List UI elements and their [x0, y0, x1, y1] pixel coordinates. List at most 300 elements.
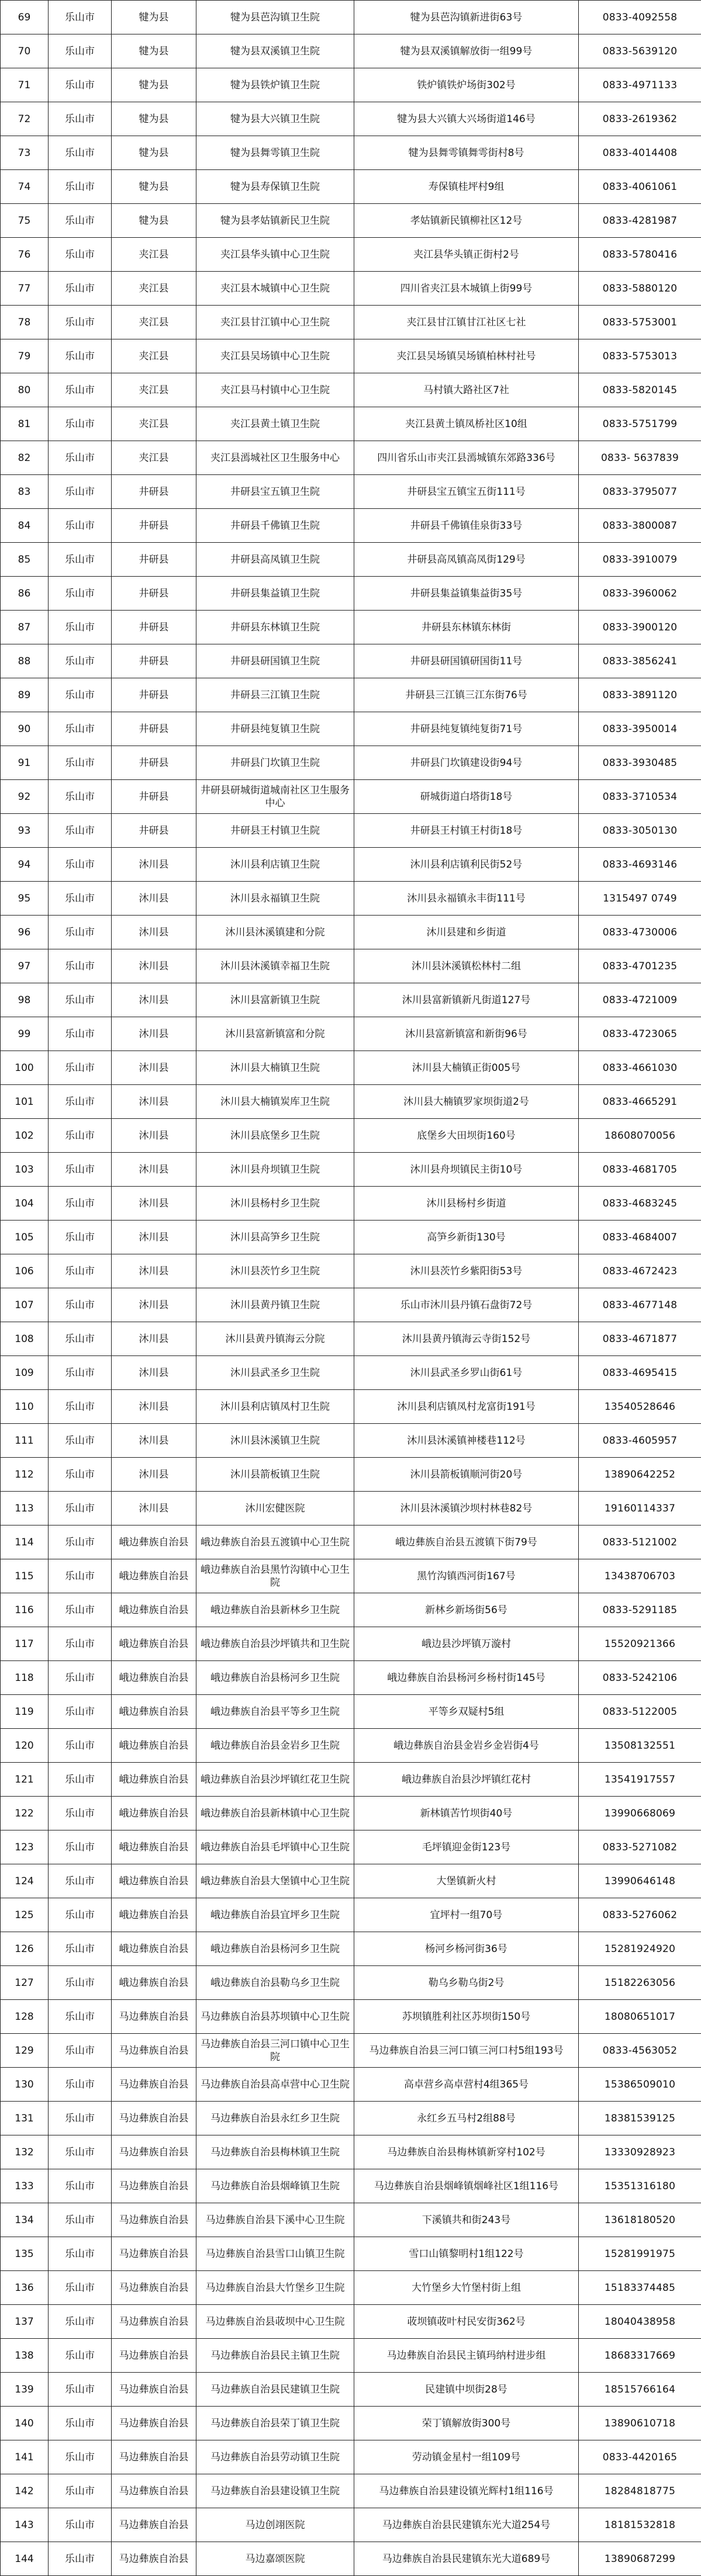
cell-hospital-name: 夹江县黄土镇卫生院 — [196, 407, 354, 441]
cell-index: 72 — [1, 102, 49, 136]
cell-county: 峨边彝族自治县 — [112, 1797, 196, 1830]
cell-address: 荣丁镇解放街300号 — [354, 2407, 579, 2440]
table-row — [1, 1085, 701, 1119]
cell-city: 乐山市 — [49, 407, 112, 441]
cell-phone: 0833-3891120 — [579, 678, 701, 712]
table-row — [1, 1356, 701, 1390]
cell-phone: 0833-2619362 — [579, 102, 701, 136]
table-row — [1, 2474, 701, 2508]
cell-address: 夹江县黄土镇凤桥社区10组 — [354, 407, 579, 441]
cell-address: 沐川县利店镇利民街52号 — [354, 848, 579, 882]
cell-phone: 0833-4683245 — [579, 1187, 701, 1221]
cell-county: 沐川县 — [112, 882, 196, 916]
cell-county: 井研县 — [112, 509, 196, 543]
cell-city: 乐山市 — [49, 1424, 112, 1458]
table-row — [1, 1424, 701, 1458]
cell-city: 乐山市 — [49, 102, 112, 136]
cell-city: 乐山市 — [49, 1, 112, 34]
cell-index: 106 — [1, 1254, 49, 1288]
cell-hospital-name: 马边彝族自治县梅林镇卫生院 — [196, 2135, 354, 2169]
cell-address: 孝姑镇新民镇柳社区12号 — [354, 204, 579, 238]
cell-hospital-name: 沐川县黄丹镇海云分院 — [196, 1322, 354, 1356]
cell-phone: 15281991975 — [579, 2237, 701, 2271]
cell-index: 125 — [1, 1898, 49, 1932]
cell-city: 乐山市 — [49, 1797, 112, 1830]
cell-county: 马边彝族自治县 — [112, 2203, 196, 2237]
table-row — [1, 509, 701, 543]
table-row — [1, 238, 701, 272]
cell-county: 夹江县 — [112, 272, 196, 306]
cell-city: 乐山市 — [49, 678, 112, 712]
cell-hospital-name: 峨边彝族自治县杨河乡卫生院 — [196, 1932, 354, 1966]
cell-phone: 0833-5291185 — [579, 1593, 701, 1627]
table-row — [1, 882, 701, 916]
cell-county: 夹江县 — [112, 441, 196, 475]
cell-phone: 0833-3795077 — [579, 475, 701, 509]
cell-address: 马边彝族自治县民建镇东光大道689号 — [354, 2542, 579, 2576]
cell-hospital-name: 井研县研城街道城南社区卫生服务中心 — [196, 780, 354, 814]
cell-city: 乐山市 — [49, 2407, 112, 2440]
cell-index: 117 — [1, 1627, 49, 1661]
cell-address: 井研县集益镇集益街35号 — [354, 577, 579, 611]
table-row — [1, 2237, 701, 2271]
table-row — [1, 1187, 701, 1221]
cell-phone: 1315497 0749 — [579, 882, 701, 916]
cell-index: 133 — [1, 2169, 49, 2203]
cell-city: 乐山市 — [49, 1932, 112, 1966]
cell-hospital-name: 井研县千佛镇卫生院 — [196, 509, 354, 543]
cell-hospital-name: 沐川县箭板镇卫生院 — [196, 1458, 354, 1492]
cell-city: 乐山市 — [49, 373, 112, 407]
cell-hospital-name: 马边彝族自治县劳动镇卫生院 — [196, 2440, 354, 2474]
cell-address: 峨边彝族自治县沙坪镇红花村 — [354, 1763, 579, 1797]
cell-index: 114 — [1, 1526, 49, 1559]
cell-hospital-name: 沐川县底堡乡卫生院 — [196, 1119, 354, 1153]
cell-hospital-name: 沐川县高笋乡卫生院 — [196, 1221, 354, 1254]
cell-hospital-name: 马边彝族自治县永红乡卫生院 — [196, 2102, 354, 2135]
cell-hospital-name: 峨边彝族自治县五渡镇中心卫生院 — [196, 1526, 354, 1559]
cell-phone: 13618180520 — [579, 2203, 701, 2237]
cell-address: 夹江县甘江镇甘江社区七社 — [354, 306, 579, 339]
cell-index: 142 — [1, 2474, 49, 2508]
cell-hospital-name: 犍为县寿保镇卫生院 — [196, 170, 354, 204]
cell-city: 乐山市 — [49, 2440, 112, 2474]
table-row — [1, 1763, 701, 1797]
table-row — [1, 1458, 701, 1492]
cell-phone: 18608070056 — [579, 1119, 701, 1153]
cell-county: 马边彝族自治县 — [112, 2237, 196, 2271]
cell-address: 荍坝镇荍叶村民安街362号 — [354, 2305, 579, 2339]
table-row — [1, 543, 701, 577]
table-row — [1, 1966, 701, 2000]
cell-index: 71 — [1, 68, 49, 102]
cell-city: 乐山市 — [49, 848, 112, 882]
cell-index: 118 — [1, 1661, 49, 1695]
table-row — [1, 102, 701, 136]
cell-phone: 0833-5276062 — [579, 1898, 701, 1932]
cell-city: 乐山市 — [49, 2068, 112, 2102]
cell-city: 乐山市 — [49, 1322, 112, 1356]
cell-index: 124 — [1, 1864, 49, 1898]
cell-phone: 0833-4665291 — [579, 1085, 701, 1119]
cell-index: 138 — [1, 2339, 49, 2373]
table-row — [1, 1593, 701, 1627]
cell-county: 马边彝族自治县 — [112, 2508, 196, 2542]
cell-index: 141 — [1, 2440, 49, 2474]
cell-address: 犍为县大兴镇大兴场街道146号 — [354, 102, 579, 136]
cell-index: 122 — [1, 1797, 49, 1830]
table-row — [1, 814, 701, 848]
cell-phone: 13890642252 — [579, 1458, 701, 1492]
cell-index: 126 — [1, 1932, 49, 1966]
cell-address: 马边彝族自治县梅林镇新穿村102号 — [354, 2135, 579, 2169]
cell-county: 峨边彝族自治县 — [112, 1526, 196, 1559]
cell-address: 夹江县华头镇正街村2号 — [354, 238, 579, 272]
cell-phone: 0833-5271082 — [579, 1830, 701, 1864]
table-row — [1, 339, 701, 373]
cell-county: 沐川县 — [112, 848, 196, 882]
cell-address: 下溪镇共和街243号 — [354, 2203, 579, 2237]
cell-index: 84 — [1, 509, 49, 543]
cell-phone: 0833-5639120 — [579, 34, 701, 68]
cell-city: 乐山市 — [49, 780, 112, 814]
cell-index: 136 — [1, 2271, 49, 2305]
cell-index: 134 — [1, 2203, 49, 2237]
cell-hospital-name: 峨边彝族自治县大堡镇中心卫生院 — [196, 1864, 354, 1898]
cell-county: 沐川县 — [112, 1017, 196, 1051]
cell-index: 69 — [1, 1, 49, 34]
table-row — [1, 407, 701, 441]
cell-address: 高笋乡新街130号 — [354, 1221, 579, 1254]
cell-county: 沐川县 — [112, 1356, 196, 1390]
cell-county: 井研县 — [112, 678, 196, 712]
cell-address: 峨边彝族自治县五渡镇下街79号 — [354, 1526, 579, 1559]
table-row — [1, 34, 701, 68]
cell-hospital-name: 井研县东林镇卫生院 — [196, 611, 354, 644]
table-row — [1, 678, 701, 712]
cell-county: 夹江县 — [112, 306, 196, 339]
table-row — [1, 1526, 701, 1559]
cell-city: 乐山市 — [49, 2508, 112, 2542]
cell-phone: 13330928923 — [579, 2135, 701, 2169]
cell-phone: 0833-4420165 — [579, 2440, 701, 2474]
cell-hospital-name: 马边彝族自治县苏坝镇中心卫生院 — [196, 2000, 354, 2034]
cell-hospital-name: 马边彝族自治县民主镇卫生院 — [196, 2339, 354, 2373]
cell-phone: 0833-4281987 — [579, 204, 701, 238]
table-row — [1, 2305, 701, 2339]
cell-phone: 0833-4661030 — [579, 1051, 701, 1085]
cell-index: 97 — [1, 949, 49, 983]
cell-index: 78 — [1, 306, 49, 339]
cell-county: 马边彝族自治县 — [112, 2407, 196, 2440]
table-row — [1, 983, 701, 1017]
cell-county: 马边彝族自治县 — [112, 2542, 196, 2576]
cell-city: 乐山市 — [49, 1221, 112, 1254]
cell-hospital-name: 犍为县舞雩镇卫生院 — [196, 136, 354, 170]
table-row — [1, 712, 701, 746]
cell-city: 乐山市 — [49, 1051, 112, 1085]
cell-hospital-name: 犍为县孝姑镇新民卫生院 — [196, 204, 354, 238]
cell-city: 乐山市 — [49, 1085, 112, 1119]
cell-address: 大竹堡乡大竹堡村街上组 — [354, 2271, 579, 2305]
cell-address: 寿保镇桂坪村9组 — [354, 170, 579, 204]
table-row — [1, 1661, 701, 1695]
cell-address: 沐川县武圣乡罗山街61号 — [354, 1356, 579, 1390]
cell-hospital-name: 峨边彝族自治县杨河乡卫生院 — [196, 1661, 354, 1695]
cell-address: 井研县千佛镇佳泉街33号 — [354, 509, 579, 543]
table-row — [1, 2203, 701, 2237]
cell-index: 127 — [1, 1966, 49, 2000]
cell-address: 犍为县芭沟镇新进街63号 — [354, 1, 579, 34]
cell-city: 乐山市 — [49, 1661, 112, 1695]
cell-hospital-name: 马边彝族自治县三河口镇中心卫生院 — [196, 2034, 354, 2068]
cell-city: 乐山市 — [49, 2271, 112, 2305]
table-row — [1, 2339, 701, 2373]
table-row — [1, 1864, 701, 1898]
cell-city: 乐山市 — [49, 543, 112, 577]
cell-hospital-name: 井研县门坎镇卫生院 — [196, 746, 354, 780]
table-row — [1, 441, 701, 475]
table-row — [1, 1322, 701, 1356]
cell-index: 107 — [1, 1288, 49, 1322]
cell-hospital-name: 马边彝族自治县建设镇卫生院 — [196, 2474, 354, 2508]
cell-phone: 15386509010 — [579, 2068, 701, 2102]
cell-index: 129 — [1, 2034, 49, 2068]
cell-county: 峨边彝族自治县 — [112, 1830, 196, 1864]
cell-phone: 0833-4721009 — [579, 983, 701, 1017]
cell-county: 井研县 — [112, 780, 196, 814]
cell-county: 峨边彝族自治县 — [112, 1729, 196, 1763]
cell-hospital-name: 马边彝族自治县烟峰镇卫生院 — [196, 2169, 354, 2203]
cell-phone: 0833-4701235 — [579, 949, 701, 983]
table-row — [1, 2542, 701, 2576]
cell-hospital-name: 峨边彝族自治县毛坪镇中心卫生院 — [196, 1830, 354, 1864]
cell-address: 沐川县富新镇新凡街道127号 — [354, 983, 579, 1017]
cell-address: 犍为县双溪镇解放街一组99号 — [354, 34, 579, 68]
table-row — [1, 2508, 701, 2542]
cell-index: 144 — [1, 2542, 49, 2576]
cell-county: 马边彝族自治县 — [112, 2000, 196, 2034]
cell-county: 马边彝族自治县 — [112, 2305, 196, 2339]
cell-hospital-name: 井研县纯复镇卫生院 — [196, 712, 354, 746]
table-row — [1, 1119, 701, 1153]
cell-county: 犍为县 — [112, 170, 196, 204]
cell-index: 79 — [1, 339, 49, 373]
table-row — [1, 1221, 701, 1254]
cell-phone: 0833-5753013 — [579, 339, 701, 373]
cell-city: 乐山市 — [49, 2203, 112, 2237]
cell-address: 杨河乡杨河街36号 — [354, 1932, 579, 1966]
cell-city: 乐山市 — [49, 2102, 112, 2135]
table-row — [1, 170, 701, 204]
cell-county: 峨边彝族自治县 — [112, 1966, 196, 2000]
table-row — [1, 1729, 701, 1763]
cell-city: 乐山市 — [49, 1898, 112, 1932]
cell-index: 101 — [1, 1085, 49, 1119]
cell-county: 井研县 — [112, 814, 196, 848]
cell-index: 139 — [1, 2373, 49, 2407]
cell-city: 乐山市 — [49, 34, 112, 68]
cell-city: 乐山市 — [49, 1559, 112, 1593]
cell-hospital-name: 犍为县大兴镇卫生院 — [196, 102, 354, 136]
cell-city: 乐山市 — [49, 1695, 112, 1729]
cell-city: 乐山市 — [49, 882, 112, 916]
cell-hospital-name: 井研县研国镇卫生院 — [196, 644, 354, 678]
cell-city: 乐山市 — [49, 1729, 112, 1763]
cell-hospital-name: 峨边彝族自治县平等乡卫生院 — [196, 1695, 354, 1729]
table-row — [1, 1695, 701, 1729]
cell-city: 乐山市 — [49, 2034, 112, 2068]
cell-city: 乐山市 — [49, 2135, 112, 2169]
cell-phone: 15182263056 — [579, 1966, 701, 2000]
cell-city: 乐山市 — [49, 1593, 112, 1627]
cell-address: 沐川县永福镇永丰街111号 — [354, 882, 579, 916]
cell-address: 夹江县吴场镇吴场镇柏林村社号 — [354, 339, 579, 373]
cell-address: 马边彝族自治县烟峰镇烟峰社区1组116号 — [354, 2169, 579, 2203]
cell-phone: 0833-4014408 — [579, 136, 701, 170]
cell-city: 乐山市 — [49, 2474, 112, 2508]
cell-city: 乐山市 — [49, 1627, 112, 1661]
cell-phone: 15281924920 — [579, 1932, 701, 1966]
cell-phone: 0833-4695415 — [579, 1356, 701, 1390]
cell-county: 马边彝族自治县 — [112, 2440, 196, 2474]
cell-phone: 0833-5242106 — [579, 1661, 701, 1695]
cell-index: 90 — [1, 712, 49, 746]
cell-phone: 0833-4684007 — [579, 1221, 701, 1254]
cell-county: 沐川县 — [112, 1254, 196, 1288]
cell-hospital-name: 沐川县富新镇卫生院 — [196, 983, 354, 1017]
cell-city: 乐山市 — [49, 2237, 112, 2271]
cell-address: 黑竹沟镇西河街167号 — [354, 1559, 579, 1593]
table-row — [1, 2135, 701, 2169]
cell-hospital-name: 马边彝族自治县荍坝中心卫生院 — [196, 2305, 354, 2339]
cell-county: 沐川县 — [112, 1288, 196, 1322]
cell-city: 乐山市 — [49, 1966, 112, 2000]
cell-city: 乐山市 — [49, 611, 112, 644]
cell-hospital-name: 沐川宏健医院 — [196, 1492, 354, 1526]
cell-index: 120 — [1, 1729, 49, 1763]
cell-city: 乐山市 — [49, 68, 112, 102]
cell-phone: 0833-4605957 — [579, 1424, 701, 1458]
cell-phone: 19160114337 — [579, 1492, 701, 1526]
cell-address: 峨边彝族自治县金岩乡金岩街4号 — [354, 1729, 579, 1763]
table-row — [1, 2440, 701, 2474]
cell-address: 研城街道白塔街18号 — [354, 780, 579, 814]
cell-phone: 13438706703 — [579, 1559, 701, 1593]
cell-county: 犍为县 — [112, 1, 196, 34]
cell-county: 马边彝族自治县 — [112, 2169, 196, 2203]
cell-county: 沐川县 — [112, 983, 196, 1017]
cell-hospital-name: 峨边彝族自治县宜坪乡卫生院 — [196, 1898, 354, 1932]
cell-address: 井研县门坎镇建设街94号 — [354, 746, 579, 780]
cell-county: 犍为县 — [112, 68, 196, 102]
cell-index: 95 — [1, 882, 49, 916]
cell-phone: 18683317669 — [579, 2339, 701, 2373]
table-row — [1, 1492, 701, 1526]
table-row — [1, 1830, 701, 1864]
cell-address: 大堡镇新火村 — [354, 1864, 579, 1898]
cell-county: 沐川县 — [112, 1119, 196, 1153]
cell-address: 新林乡新场街56号 — [354, 1593, 579, 1627]
cell-county: 犍为县 — [112, 204, 196, 238]
table-row — [1, 1627, 701, 1661]
cell-index: 74 — [1, 170, 49, 204]
cell-phone: 0833-3960062 — [579, 577, 701, 611]
cell-city: 乐山市 — [49, 2542, 112, 2576]
cell-phone: 0833-3856241 — [579, 644, 701, 678]
cell-phone: 18080651017 — [579, 2000, 701, 2034]
cell-county: 井研县 — [112, 746, 196, 780]
cell-index: 130 — [1, 2068, 49, 2102]
cell-index: 143 — [1, 2508, 49, 2542]
cell-county: 犍为县 — [112, 102, 196, 136]
cell-hospital-name: 夹江县木城镇中心卫生院 — [196, 272, 354, 306]
cell-county: 峨边彝族自治县 — [112, 1695, 196, 1729]
cell-phone: 0833-5880120 — [579, 272, 701, 306]
cell-index: 104 — [1, 1187, 49, 1221]
cell-hospital-name: 夹江县甘江镇中心卫生院 — [196, 306, 354, 339]
cell-county: 沐川县 — [112, 1085, 196, 1119]
cell-hospital-name: 沐川县杨村乡卫生院 — [196, 1187, 354, 1221]
cell-county: 马边彝族自治县 — [112, 2339, 196, 2373]
cell-index: 75 — [1, 204, 49, 238]
cell-index: 88 — [1, 644, 49, 678]
cell-address: 沐川县利店镇凤村龙富街191号 — [354, 1390, 579, 1424]
cell-phone: 0833-4092558 — [579, 1, 701, 34]
cell-city: 乐山市 — [49, 1356, 112, 1390]
cell-city: 乐山市 — [49, 644, 112, 678]
cell-address: 平等乡双疑村5组 — [354, 1695, 579, 1729]
cell-index: 81 — [1, 407, 49, 441]
cell-city: 乐山市 — [49, 746, 112, 780]
cell-address: 马村镇大路社区7社 — [354, 373, 579, 407]
cell-city: 乐山市 — [49, 204, 112, 238]
cell-county: 马边彝族自治县 — [112, 2271, 196, 2305]
cell-city: 乐山市 — [49, 306, 112, 339]
cell-county: 马边彝族自治县 — [112, 2068, 196, 2102]
table-row — [1, 1390, 701, 1424]
table-row — [1, 306, 701, 339]
cell-phone: 0833-3800087 — [579, 509, 701, 543]
cell-county: 马边彝族自治县 — [112, 2373, 196, 2407]
cell-hospital-name: 峨边彝族自治县沙坪镇红花卫生院 — [196, 1763, 354, 1797]
cell-phone: 0833-5780416 — [579, 238, 701, 272]
cell-phone: 0833-3050130 — [579, 814, 701, 848]
cell-county: 沐川县 — [112, 1492, 196, 1526]
table-row — [1, 68, 701, 102]
cell-hospital-name: 井研县三江镇卫生院 — [196, 678, 354, 712]
cell-hospital-name: 沐川县沐溪镇幸福卫生院 — [196, 949, 354, 983]
cell-county: 沐川县 — [112, 916, 196, 949]
cell-index: 123 — [1, 1830, 49, 1864]
cell-index: 137 — [1, 2305, 49, 2339]
cell-city: 乐山市 — [49, 814, 112, 848]
cell-phone: 0833- 5637839 — [579, 441, 701, 475]
cell-address: 底堡乡大田坝街160号 — [354, 1119, 579, 1153]
cell-index: 103 — [1, 1153, 49, 1187]
table-row — [1, 2169, 701, 2203]
cell-hospital-name: 峨边彝族自治县勒乌乡卫生院 — [196, 1966, 354, 2000]
cell-phone: 0833-4971133 — [579, 68, 701, 102]
cell-phone: 0833-4681705 — [579, 1153, 701, 1187]
cell-hospital-name: 马边彝族自治县雪口山镇卫生院 — [196, 2237, 354, 2271]
cell-city: 乐山市 — [49, 1288, 112, 1322]
cell-address: 劳动镇金星村一组109号 — [354, 2440, 579, 2474]
cell-index: 96 — [1, 916, 49, 949]
cell-county: 夹江县 — [112, 339, 196, 373]
cell-phone: 13540528646 — [579, 1390, 701, 1424]
cell-address: 沐川县沐溪镇沙坝村林巷82号 — [354, 1492, 579, 1526]
